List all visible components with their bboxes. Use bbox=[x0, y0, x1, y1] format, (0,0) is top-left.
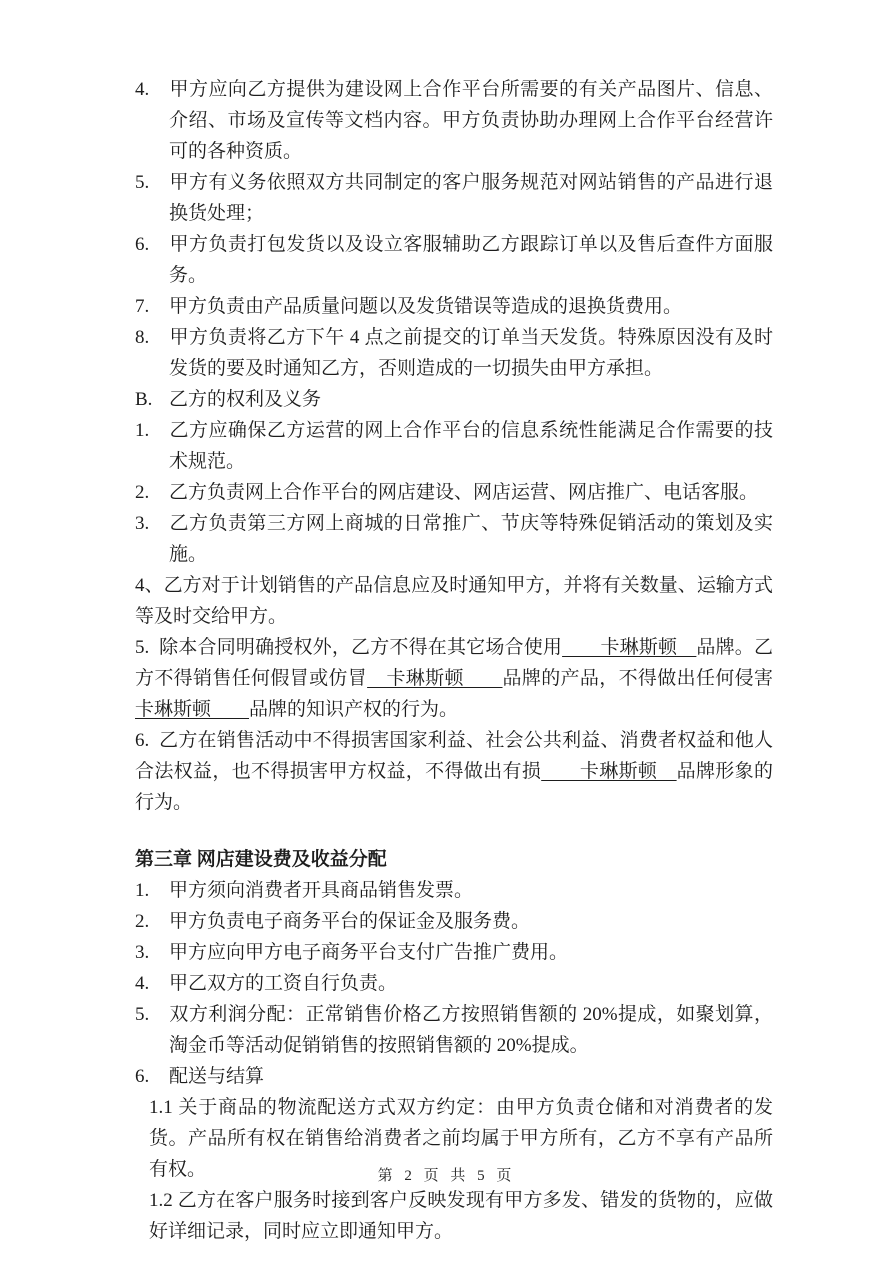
contract-clause bbox=[135, 937, 773, 968]
clause-number: 5. bbox=[135, 172, 150, 193]
clause-text: 乙方负责网上合作平台的网店建设、网店运营、网店推广、电话客服。 bbox=[169, 482, 759, 503]
clause-number: 4. bbox=[135, 79, 150, 100]
clause-number: 4. bbox=[135, 973, 150, 994]
clause-text: 甲方负责将乙方下午 4 点之前提交的订单当天发货。特殊原因没有及时发货的要及时通知乙方，否则造成的一切损失由甲方承担。 bbox=[169, 327, 773, 379]
clause-number: 3. bbox=[135, 942, 150, 963]
clause-number: 2. bbox=[135, 482, 150, 503]
contract-clause bbox=[135, 322, 773, 384]
clause-text: 甲乙双方的工资自行负责。 bbox=[169, 973, 398, 994]
chapter-heading bbox=[135, 844, 773, 875]
underlined-brand-name: 卡琳斯顿 bbox=[562, 637, 697, 658]
clause-text: 双方利润分配：正常销售价格乙方按照销售额的 20%提成，如聚划算，淘金币等活动促销销售的按照销售额的 20%提成。 bbox=[169, 1004, 773, 1056]
contract-clause bbox=[135, 1061, 773, 1092]
clause-number: 7. bbox=[135, 296, 150, 317]
contract-clause bbox=[135, 968, 773, 999]
clause-text: 乙方应确保乙方运营的网上合作平台的信息系统性能满足合作需要的技术规范。 bbox=[169, 420, 773, 472]
clause-text: 品牌的产品，不得做出任何侵害 bbox=[502, 668, 773, 689]
contract-clause bbox=[135, 384, 773, 415]
document-body bbox=[135, 74, 773, 1247]
clause-number: 2. bbox=[135, 911, 150, 932]
underlined-brand-name: 卡琳斯顿 bbox=[135, 699, 250, 720]
contract-clause bbox=[135, 508, 773, 570]
contract-clause bbox=[135, 477, 773, 508]
contract-clause bbox=[135, 229, 773, 291]
clause-text: 甲方应向甲方电子商务平台支付广告推广费用。 bbox=[169, 942, 569, 963]
contract-clause bbox=[135, 415, 773, 477]
contract-clause bbox=[135, 570, 773, 632]
contract-subclause bbox=[135, 1185, 773, 1247]
contract-clause bbox=[135, 999, 773, 1061]
clause-number: 3. bbox=[135, 513, 150, 534]
clause-number: 1. bbox=[135, 880, 150, 901]
clause-text: 第三章 网店建设费及收益分配 bbox=[135, 849, 387, 870]
page-footer bbox=[0, 1164, 893, 1185]
clause-text: 4、乙方对于计划销售的产品信息应及时通知甲方，并将有关数量、运输方式等及时交给甲方。 bbox=[135, 575, 773, 627]
clause-number: 8. bbox=[135, 327, 150, 348]
clause-number: B. bbox=[135, 389, 153, 410]
clause-text: 品牌。乙方不得销售任何假冒或仿冒 bbox=[135, 637, 773, 689]
contract-clause bbox=[135, 74, 773, 167]
contract-clause bbox=[135, 632, 773, 725]
clause-text: 甲方负责电子商务平台的保证金及服务费。 bbox=[169, 911, 531, 932]
clause-text: 甲方须向消费者开具商品销售发票。 bbox=[169, 880, 474, 901]
clause-text: 甲方应向乙方提供为建设网上合作平台所需要的有关产品图片、信息、介绍、市场及宣传等文档内容。甲方负责协助办理网上合作平台经营许可的各种资质。 bbox=[169, 79, 773, 162]
contract-clause bbox=[135, 167, 773, 229]
clause-number: 1. bbox=[135, 420, 150, 441]
contract-clause bbox=[135, 875, 773, 906]
clause-number: 6. bbox=[135, 1066, 150, 1087]
contract-clause bbox=[135, 291, 773, 322]
clause-text: 5. 除本合同明确授权外，乙方不得在其它场合使用 bbox=[135, 637, 563, 658]
clause-text: 甲方负责打包发货以及设立客服辅助乙方跟踪订单以及售后查件方面服务。 bbox=[169, 234, 773, 286]
clause-text: 1.1 关于商品的物流配送方式双方约定：由甲方负责仓储和对消费者的发货。产品所有权在销售给消费者之前均属于甲方所有，乙方不享有产品所有权。 bbox=[149, 1097, 773, 1180]
contract-clause bbox=[135, 725, 773, 818]
contract-clause bbox=[135, 906, 773, 937]
clause-text: 甲方负责由产品质量问题以及发货错误等造成的退换货费用。 bbox=[169, 296, 683, 317]
clause-text: 6. 乙方在销售活动中不得损害国家利益、社会公共利益、消费者权益和他人合法权益，也不得损害甲方权益，不得做出有损 bbox=[135, 730, 773, 782]
clause-number: 5. bbox=[135, 1004, 150, 1025]
underlined-brand-name: 卡琳斯顿 bbox=[541, 761, 677, 782]
underlined-brand-name: 卡琳斯顿 bbox=[367, 668, 503, 689]
page-number-text: 第 2 页 共 5 页 bbox=[377, 1168, 516, 1184]
clause-text: 1.2 乙方在客户服务时接到客户反映发现有甲方多发、错发的货物的，应做好详细记录，同时应立即通知甲方。 bbox=[149, 1190, 773, 1242]
clause-text: 品牌形象的行为。 bbox=[135, 761, 773, 813]
clause-text: 乙方的权利及义务 bbox=[169, 389, 322, 410]
clause-text: 品牌的知识产权的行为。 bbox=[249, 699, 459, 720]
clause-text: 甲方有义务依照双方共同制定的客户服务规范对网站销售的产品进行退换货处理； bbox=[169, 172, 773, 224]
clause-text: 乙方负责第三方网上商城的日常推广、节庆等特殊促销活动的策划及实施。 bbox=[169, 513, 773, 565]
clause-text: 配送与结算 bbox=[169, 1066, 265, 1087]
clause-number: 6. bbox=[135, 234, 150, 255]
